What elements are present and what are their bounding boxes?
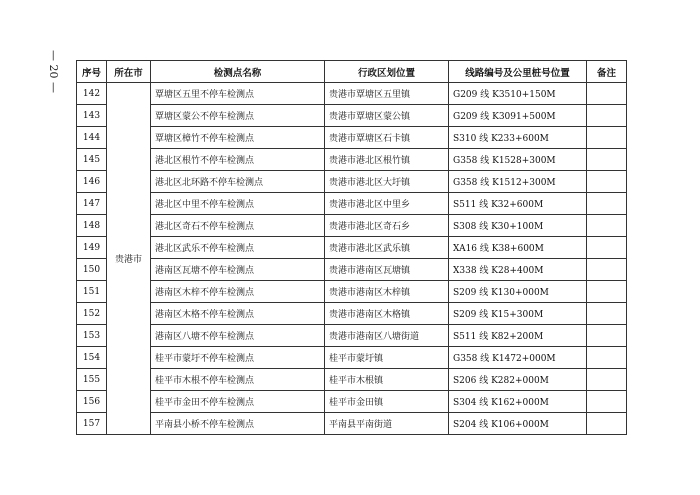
cell-index: 149 [77,237,107,259]
cell-note [587,83,627,105]
cell-route: G209 线 K3091+500M [449,105,587,127]
cell-index: 145 [77,149,107,171]
table-row [77,237,627,259]
table-row [77,391,627,413]
cell-admin-location: 桂平市金田镇 [325,391,449,413]
table-row [77,369,627,391]
cell-station-name: 覃塘区蒙公不停车检测点 [151,105,325,127]
cell-station-name: 港北区中里不停车检测点 [151,193,325,215]
header-note: 备注 [587,61,627,83]
table-row [77,171,627,193]
cell-note [587,281,627,303]
cell-admin-location: 贵港市港南区木格镇 [325,303,449,325]
cell-index: 144 [77,127,107,149]
table-row [77,127,627,149]
table-body [77,83,627,435]
cell-route: G358 线 K1472+000M [449,347,587,369]
header-station-name: 检测点名称 [151,61,325,83]
cell-note [587,413,627,435]
cell-route: X338 线 K28+400M [449,259,587,281]
table-row [77,303,627,325]
cell-admin-location: 贵港市港北区奇石乡 [325,215,449,237]
cell-index: 148 [77,215,107,237]
cell-route: S511 线 K82+200M [449,325,587,347]
cell-station-name: 港北区奇石不停车检测点 [151,215,325,237]
header-index: 序号 [77,61,107,83]
table-row [77,413,627,435]
cell-route: G358 线 K1528+300M [449,149,587,171]
table-row [77,325,627,347]
cell-admin-location: 贵港市港北区大圩镇 [325,171,449,193]
cell-note [587,347,627,369]
header-admin-location: 行政区划位置 [325,61,449,83]
cell-station-name: 港北区北环路不停车检测点 [151,171,325,193]
cell-index: 150 [77,259,107,281]
cell-index: 153 [77,325,107,347]
cell-admin-location: 贵港市港北区武乐镇 [325,237,449,259]
cell-index: 142 [77,83,107,105]
cell-note [587,149,627,171]
table-row [77,83,627,105]
cell-station-name: 桂平市蒙圩不停车检测点 [151,347,325,369]
cell-route: S204 线 K106+000M [449,413,587,435]
cell-note [587,171,627,193]
cell-admin-location: 桂平市木根镇 [325,369,449,391]
cell-route: S206 线 K282+000M [449,369,587,391]
table-row [77,259,627,281]
cell-admin-location: 贵港市覃塘区蒙公镇 [325,105,449,127]
cell-index: 154 [77,347,107,369]
cell-route: S308 线 K30+100M [449,215,587,237]
cell-note [587,215,627,237]
cell-note [587,127,627,149]
cell-admin-location: 贵港市港北区中里乡 [325,193,449,215]
table-row [77,215,627,237]
cell-admin-location: 桂平市蒙圩镇 [325,347,449,369]
cell-index: 143 [77,105,107,127]
cell-route: S304 线 K162+000M [449,391,587,413]
cell-station-name: 港南区木格不停车检测点 [151,303,325,325]
cell-note [587,303,627,325]
page-number: — 20 — [47,50,60,93]
cell-route: G358 线 K1512+300M [449,171,587,193]
table-row [77,105,627,127]
cell-admin-location: 贵港市港南区八塘街道 [325,325,449,347]
cell-note [587,391,627,413]
cell-route: S209 线 K15+300M [449,303,587,325]
cell-station-name: 桂平市木根不停车检测点 [151,369,325,391]
cell-note [587,237,627,259]
cell-station-name: 覃塘区五里不停车检测点 [151,83,325,105]
table-row [77,149,627,171]
header-city: 所在市 [107,61,151,83]
cell-station-name: 桂平市金田不停车检测点 [151,391,325,413]
cell-index: 155 [77,369,107,391]
cell-note [587,369,627,391]
cell-station-name: 港南区瓦塘不停车检测点 [151,259,325,281]
table-row [77,347,627,369]
cell-city: 贵港市 [107,83,151,435]
cell-index: 152 [77,303,107,325]
cell-route: G209 线 K3510+150M [449,83,587,105]
cell-route: S511 线 K32+600M [449,193,587,215]
table-row [77,193,627,215]
cell-index: 146 [77,171,107,193]
cell-note [587,193,627,215]
table-row [77,281,627,303]
cell-route: S310 线 K233+600M [449,127,587,149]
cell-station-name: 港南区木梓不停车检测点 [151,281,325,303]
cell-admin-location: 贵港市港南区瓦塘镇 [325,259,449,281]
cell-admin-location: 贵港市港北区根竹镇 [325,149,449,171]
cell-station-name: 港南区八塘不停车检测点 [151,325,325,347]
cell-admin-location: 贵港市覃塘区五里镇 [325,83,449,105]
cell-index: 157 [77,413,107,435]
cell-route: S209 线 K130+000M [449,281,587,303]
cell-index: 156 [77,391,107,413]
header-route: 线路编号及公里桩号位置 [449,61,587,83]
cell-admin-location: 贵港市覃塘区石卡镇 [325,127,449,149]
cell-station-name: 平南县小桥不停车检测点 [151,413,325,435]
cell-station-name: 港北区武乐不停车检测点 [151,237,325,259]
cell-note [587,259,627,281]
cell-station-name: 港北区根竹不停车检测点 [151,149,325,171]
cell-route: XA16 线 K38+600M [449,237,587,259]
cell-note [587,325,627,347]
cell-station-name: 覃塘区樟竹不停车检测点 [151,127,325,149]
cell-note [587,105,627,127]
cell-admin-location: 贵港市港南区木梓镇 [325,281,449,303]
cell-index: 147 [77,193,107,215]
cell-index: 151 [77,281,107,303]
cell-admin-location: 平南县平南街道 [325,413,449,435]
station-table [76,60,627,435]
table-header-row [77,61,627,83]
